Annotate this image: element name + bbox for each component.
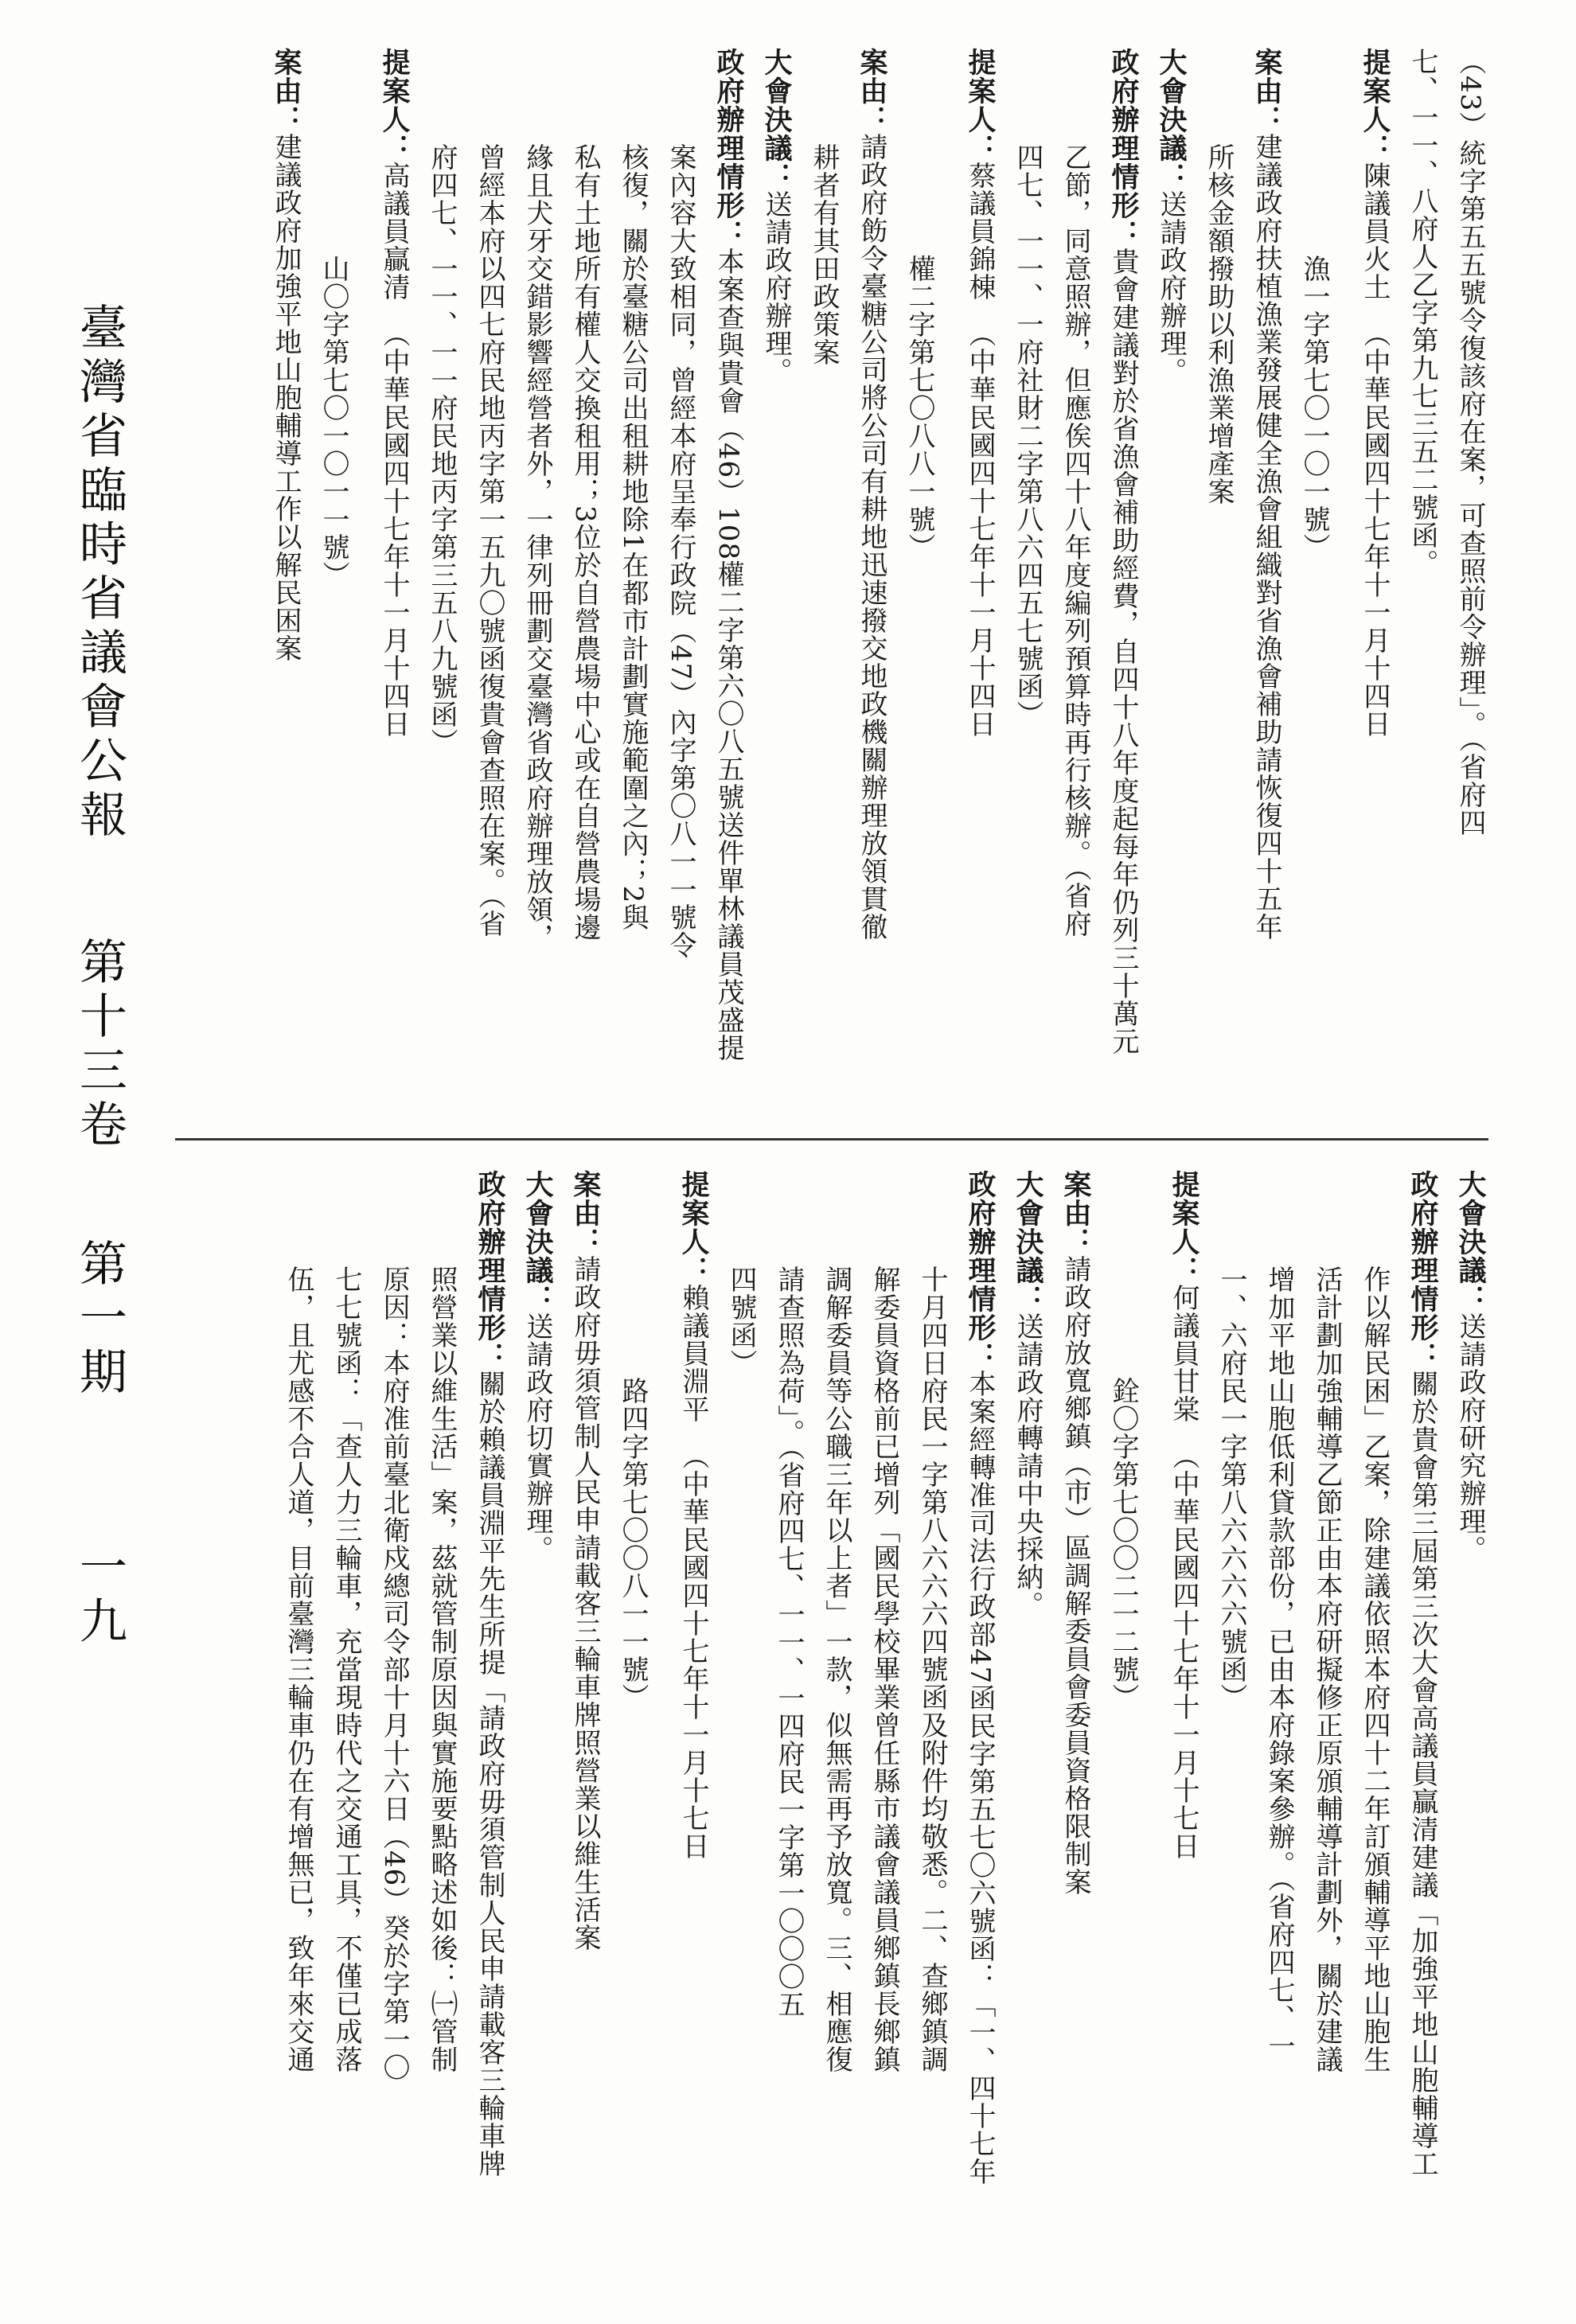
text-column (567, 48, 603, 1114)
citation: 山〇字第七〇一〇一一號） (318, 255, 349, 589)
proposer-column: 提案人：何議員甘棠（中華民國四十七年十一月十七日 (1165, 1170, 1202, 2284)
field-label: 提案人 (1168, 1170, 1200, 1256)
text-line: 府四七、一一、一一府民地丙字第三五八九號函） (426, 143, 458, 756)
page-number: 一九 (72, 1542, 127, 1651)
field-label: 提案人 (964, 48, 997, 134)
citation: （中華民國四十七年十一月十四日 (964, 320, 996, 738)
text-line: 十月四日府民一字第八六六六四號函及附件均敬悉。二、查鄉鎮調 (916, 1265, 948, 2073)
field-label: 案由 (270, 48, 302, 105)
text-column (818, 1170, 855, 2284)
handling-text: 關於賴議員淵平先生所提「請政府毋須管制人民申請載客三輪車牌 (474, 1370, 505, 2178)
field-label: 政府辦理情形 (712, 48, 745, 220)
text-line: 私有土地所有權人交換租用；3位於自營農場中心或在自營農場邊 (569, 143, 601, 942)
text-column (1213, 1170, 1250, 2284)
top-section (151, 48, 1488, 1114)
resolution-column: 大會決議：送請政府辦理。 (1155, 48, 1188, 385)
text-line: 耕者有其田政策案 (808, 143, 840, 366)
proposer-name: 賴議員淵平 (677, 1284, 709, 1423)
text-column (328, 1170, 365, 2284)
text-line: 核復，關於臺糖公司出租耕地除1在都市計劃實施範圍之內；2與 (617, 143, 649, 932)
case-text: 請政府毋須管制人民申請載客三輪車牌照營業以維生活案 (569, 1255, 601, 1952)
resolution-column: 大會決議：送請政府轉請中央採納。 (1012, 1170, 1044, 1619)
text-line: 曾經本府以四七府民地丙字第一五九〇號函復貴會查照在案。（省 (474, 143, 505, 938)
case-column: 案由：請政府飭令臺糖公司將公司有耕地迅速撥交地政機關辦理放領貫徹 (856, 48, 888, 941)
proposer-column: 提案人：賴議員淵平（中華民國四十七年十一月十七日 (675, 1170, 712, 2284)
text-column (423, 48, 460, 1114)
field-label: 政府辦理情形 (1107, 48, 1140, 220)
proposer-name: 何議員甘棠 (1168, 1284, 1200, 1423)
resolution-text: 送請政府轉請中央採納。 (1012, 1312, 1044, 1619)
handling-text: 本案經轉准司法行政部47函民字第五七〇六號函：「一、四十七年 (964, 1370, 996, 2186)
field-label: 大會決議 (760, 48, 793, 162)
text-column (866, 1170, 903, 2284)
resolution-text: 送請政府切實辦理。 (521, 1312, 553, 1563)
field-label: 提案人 (378, 48, 411, 134)
text-line: 增加平地山胞低利貸款部份，已由本府錄案參辦。（省府四七、一 (1263, 1265, 1295, 2060)
text-line: 七七號函：「查人力三輪車，充當現時代之交通工具，不僅已成落 (330, 1265, 362, 2073)
proposer-name: 蔡議員錦棟 (964, 162, 996, 301)
text-column (1309, 1170, 1345, 2284)
text-line: 一、六府民一字第八六六六六號函） (1215, 1265, 1247, 1711)
text-line: 乙節，同意照辦，但應俟四十八年度編列預算時再行核辦。（省府 (1059, 143, 1091, 938)
text-line: 調解委員等公職三年以上者」一款，似無需再予放寬。三、相應復 (821, 1265, 852, 2073)
text-line: （43）統字第五五號令復該府在案，可查照前令辦理」。（省府四 (1454, 48, 1486, 837)
proposer-column: 提案人：陳議員火土（中華民國四十七年十一月十四日 (1356, 48, 1393, 1114)
text-column (723, 1170, 759, 2284)
text-line: 所核金額撥助以利漁業增產案 (1203, 143, 1235, 505)
field-label: 案由 (569, 1170, 602, 1227)
field-label: 大會決議 (1454, 1170, 1487, 1285)
text-column (770, 1170, 807, 2284)
proposer-name: 陳議員火土 (1359, 162, 1391, 301)
case-text: 建議政府扶植漁業發展健全漁會組織對省漁會補助請恢復四十五年 (1250, 133, 1282, 941)
handling-column: 政府辦理情形：本案經轉准司法行政部47函民字第五七〇六號函：「一、四十七年 (964, 1170, 997, 2186)
text-line: 案內容大致相同，曾經本府呈奉行政院（47）內字第〇八一一號令 (665, 143, 696, 960)
case-column: 案由：請政府毋須管制人民申請載客三輪車牌照營業以維生活案 (569, 1170, 602, 1952)
field-label: 案由 (1250, 48, 1283, 105)
section-divider (175, 1138, 1488, 1141)
text-line: 作以解民困」乙案，除建議依照本府四十二年訂頒輔導平地山胞生 (1359, 1265, 1391, 2073)
resolution-text: 送請政府辦理。 (1155, 190, 1187, 385)
field-label: 政府辦理情形 (964, 1170, 997, 1342)
field-label: 案由 (856, 48, 888, 105)
text-column (914, 1170, 950, 2284)
text-column (1009, 48, 1046, 1114)
citation-column (901, 48, 938, 1114)
text-column (662, 48, 699, 1114)
handling-column: 政府辦理情形：本案查與貴會（46）108權二字第六〇八五號送件單林議員茂盛提 (712, 48, 745, 1063)
citation: 漁一字第七〇一〇一號） (1298, 255, 1330, 561)
field-label: 政府辦理情形 (1406, 1170, 1439, 1342)
text-line: 活計劃加強輔導乙節正由本府研擬修正原頒輔導計劃外，關於建議 (1311, 1265, 1343, 2073)
resolution-column: 大會決議：送請政府辦理。 (760, 48, 793, 385)
text-line: 四七、一一、一府社財二字第八六四五七號函） (1012, 143, 1044, 728)
text-line: 照營業以維生活」案，茲就管制原因與實施要點略述如後：㈠管制 (426, 1265, 458, 2073)
text-line: 原因：本府准前臺北衛戍總司令部十月十六日（46）癸於字第一〇 (378, 1265, 410, 2082)
issue-number: 第一期 (72, 1238, 127, 1402)
citation-column (614, 1170, 651, 2284)
text-line: 請查照為荷」。（省府四七、一一、一四府民一字第一〇〇〇五 (773, 1265, 805, 2018)
case-text: 建議政府加強平地山胞輔導工作以解民困案 (270, 133, 302, 662)
text-column (1200, 48, 1237, 1114)
case-text: 請政府飭令臺糖公司將公司有耕地迅速撥交地政機關辦理放領貫徹 (856, 133, 887, 941)
citation: 銓〇字第七〇〇二一二號） (1107, 1377, 1139, 1711)
citation: 權二字第七〇八八一號） (903, 255, 935, 561)
field-label: 案由 (1059, 1170, 1092, 1227)
case-column: 案由：請政府放寬鄉鎮（市）區調解委員會委員資格限制案 (1059, 1170, 1092, 1896)
citation-column (1105, 1170, 1141, 2284)
field-label: 大會決議 (521, 1170, 554, 1285)
text-line: 伍，且尤感不合人道，目前臺灣三輪車仍在有增無已，致年來交通 (283, 1265, 314, 2073)
text-line: 解委員資格前已增列「國民學校畢業曾任縣市議會議員鄉鎮長鄉鎮 (868, 1265, 900, 2073)
resolution-text: 送請政府辦理。 (760, 190, 792, 385)
proposer-column: 提案人：高議員贏清（中華民國四十七年十一月十四日 (376, 48, 412, 1114)
resolution-column: 大會決議：送請政府切實辦理。 (521, 1170, 554, 1563)
text-column (376, 1170, 412, 2284)
field-label: 大會決議 (1155, 48, 1188, 162)
gazette-title: 臺灣省臨時省議會公報 (72, 302, 127, 844)
field-label: 大會決議 (1012, 1170, 1044, 1285)
text-column (806, 48, 842, 1114)
handling-text: 本案查與貴會（46）108權二字第六〇八五號送件單林議員茂盛提 (712, 248, 744, 1063)
text-column (280, 1170, 317, 2284)
citation-column (1296, 48, 1332, 1114)
text-line: 四號函） (725, 1265, 757, 1377)
text-line: 緣且犬牙交錯影響經營者外，一律列冊劃交臺灣省政府辦理放領， (521, 143, 553, 951)
volume-number: 第十三卷 (72, 937, 127, 1154)
handling-column: 政府辦理情形：貴會建議對於省漁會補助經費，自四十八年度起每年仍列三十萬元 (1107, 48, 1140, 1055)
citation: （中華民國四十七年十一月十七日 (677, 1442, 709, 1860)
text-column (1057, 48, 1094, 1114)
field-label: 提案人 (677, 1170, 710, 1256)
text-column (1356, 1170, 1393, 2284)
text-column (471, 48, 508, 1114)
resolution-column: 大會決議：送請政府研究辦理。 (1454, 1170, 1487, 1563)
proposer-column: 提案人：蔡議員錦棟（中華民國四十七年十一月十四日 (962, 48, 998, 1114)
text-line: 七、一一、八府人乙字第九七三五二號函。 (1406, 48, 1438, 577)
text-column (614, 48, 651, 1114)
gazette-sidebar (64, 302, 135, 2308)
citation: （中華民國四十七年十一月十七日 (1168, 1442, 1200, 1860)
handling-text: 貴會建議對於省漁會補助經費，自四十八年度起每年仍列三十萬元 (1107, 248, 1139, 1055)
field-label: 政府辦理情形 (474, 1170, 506, 1342)
proposer-name: 高議員贏清 (378, 162, 410, 301)
bottom-section (151, 1170, 1488, 2284)
text-column (1452, 48, 1488, 1114)
field-label: 提案人 (1359, 48, 1391, 134)
case-column: 案由：建議政府扶植漁業發展健全漁會組織對省漁會補助請恢復四十五年 (1250, 48, 1283, 941)
citation: 路四字第七〇〇八一一號） (617, 1377, 649, 1711)
case-text: 請政府放寬鄉鎮（市）區調解委員會委員資格限制案 (1059, 1255, 1091, 1896)
text-column (423, 1170, 460, 2284)
text-column (1261, 1170, 1297, 2284)
citation: （中華民國四十七年十一月十四日 (378, 320, 410, 738)
text-column (1404, 48, 1441, 1114)
case-column: 案由：建議政府加強平地山胞輔導工作以解民困案 (270, 48, 302, 662)
citation-column (315, 48, 352, 1114)
text-column (519, 48, 556, 1114)
citation: （中華民國四十七年十一月十四日 (1359, 320, 1391, 738)
handling-column: 政府辦理情形：關於貴會第三屆第三次大會高議員贏清建議「加強平地山胞輔導工 (1406, 1170, 1439, 2178)
handling-column: 政府辦理情形：關於賴議員淵平先生所提「請政府毋須管制人民申請載客三輪車牌 (474, 1170, 506, 2178)
handling-text: 關於貴會第三屆第三次大會高議員贏清建議「加強平地山胞輔導工 (1406, 1370, 1438, 2178)
resolution-text: 送請政府研究辦理。 (1454, 1312, 1486, 1563)
